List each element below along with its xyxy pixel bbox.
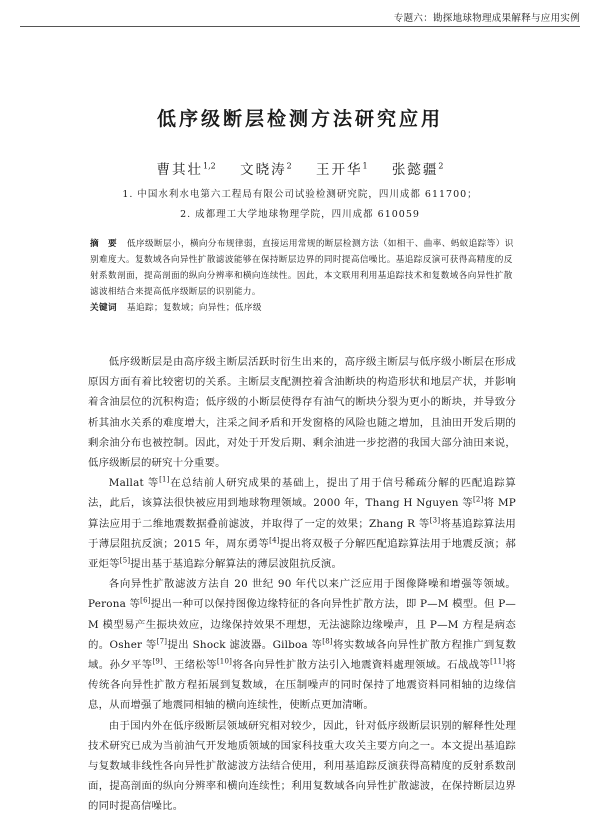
author-3: 王开华$^1$ bbox=[315, 161, 368, 178]
paragraph-3: 各向异性扩散滤波方法自 20 世纪 90 年代以来广泛应用于图像降噪和增强等领域。Perona 等[6]提出一种可以保持图像边缘特征的各向异性扩散方法，即 P—M 模型。但 P—M 模型易产生振块效应，边缘保持效果不理想，无法滤除边缘噪声，且 P—M 方程是病态的。Osher 等[7]提出 Shock 滤波器。Gilboa 等[8]将实数域各向异性扩散方程推广到复数域。孙夕平等[9]、王绪松等[10]将各向异性扩散方法引入地震資料處理领域。石战战等[11]将传统各向异性扩散方程拓展到复数域，在压制噪声的同时保持了地震资料同相轴的边缘信息，从而增强了地震同相轴的横向连续性，使断点更加清晰。 bbox=[88, 578, 516, 712]
keywords-text: 基追踪；复数域；向异性；低序级 bbox=[126, 303, 262, 313]
citation: [5] bbox=[119, 556, 131, 565]
abstract-body bbox=[90, 236, 515, 300]
keywords bbox=[90, 300, 515, 316]
citation: [4] bbox=[269, 536, 280, 545]
citation: [1] bbox=[159, 475, 170, 484]
abstract bbox=[90, 236, 515, 316]
citation: [8] bbox=[322, 637, 333, 646]
author-1: 曹其壮$^{1,2}$ bbox=[156, 161, 216, 178]
affiliation-2: 2. 成都理工大学地球物理学院，四川成都 610059 bbox=[180, 209, 420, 220]
affiliation-1: 1. 中国水利水电第六工程局有限公司试验检测研究院，四川成都 611700； bbox=[122, 189, 478, 200]
citation: [2] bbox=[472, 495, 484, 504]
author-4: 张懿疆$^2$ bbox=[391, 161, 444, 178]
affiliations bbox=[0, 185, 600, 225]
paragraph-4: 由于国内外在低序级断层领域研究相对较少，因此，针对低序级断层识别的解释性处理技术研究已成为当前油气开发地质领域的国家科技重大攻关主要方向之一。本文提出基追踪与复数域非线性各向异性扩散滤波方法结合使用，利用基追踪反演获得高精度的反射系数剖面，提高剖面的纵向分辨率和横向连续性；利用复数域各向异性扩散滤波，在保持断层边界的同时提高信噪比。 bbox=[88, 719, 516, 813]
keywords-label: 关键词 bbox=[90, 303, 117, 313]
paper-title: 低序级断层检测方法研究应用 bbox=[156, 108, 443, 130]
citation: [11] bbox=[490, 657, 506, 666]
citation: [3] bbox=[429, 516, 441, 525]
abstract-text: 低序级断层小，横向分布规律弱，直接运用常规的断层检测方法（如相干、曲率、蚂蚁追踪等）识别难度大。复数域各向异性扩散滤波能够在保持断层边界的同时提高信噪比。基追踪反演可获得高精度的反射系数剖面，提高剖面的纵向分辨率和横向连续性。因此，本文联用利用基追踪技术和复数域各向异性扩散滤波相结合来提高低序级断层的识别能力。 bbox=[90, 239, 514, 297]
citation: [7] bbox=[156, 637, 168, 646]
author-2: 文晓涛$^2$ bbox=[240, 161, 292, 178]
header-rule bbox=[20, 26, 580, 27]
author-list bbox=[0, 158, 600, 178]
paragraph-2: Mallat 等[1]在总结前人研究成果的基础上，提出了用于信号稀疏分解的匹配追踪算法，此后，该算法很快被应用到地球物理领域。2000 年，Thang H Nguyen 等[2]将 MP 算法应用于二维地震数据叠前滤波，并取得了一定的效果；Zhang R 等[3]将基追踪算法用于薄层阻抗反演；2015 年，周东勇等[4]提出将双极子分解匹配追踪算法用于地震反演；郝亚炬等[5]提出基于基追踪分解算法的薄层波阻抗反演。 bbox=[88, 475, 516, 571]
citation: [9] bbox=[152, 657, 163, 666]
body-text bbox=[88, 352, 516, 817]
citation: [6] bbox=[140, 596, 151, 605]
running-head: 专题六：勘探地球物理成果解释与应用实例 bbox=[393, 13, 580, 24]
abstract-label: 摘 要 bbox=[90, 239, 117, 249]
paragraph-1: 低序级断层是由高序级主断层活跃时衍生出来的，高序级主断层与低序级小断层在形成原因方面有着比较密切的关系。主断层支配测控着含油断块的构造形状和地层产状，并影响着含油层位的沉积构造；低序级的小断层使得存有油气的断块分裂为更小的断块，并导致分析其油水关系的难度增大，注采之间矛盾和开发窗格的风险也随之增加，且油田开发后期的剩余油分布也被控制。因此，对处于开发后期、剩余油进一步挖潜的我国大部分油田来说，低序级断层的研究十分重要。 bbox=[88, 356, 516, 470]
citation: [10] bbox=[216, 657, 233, 666]
